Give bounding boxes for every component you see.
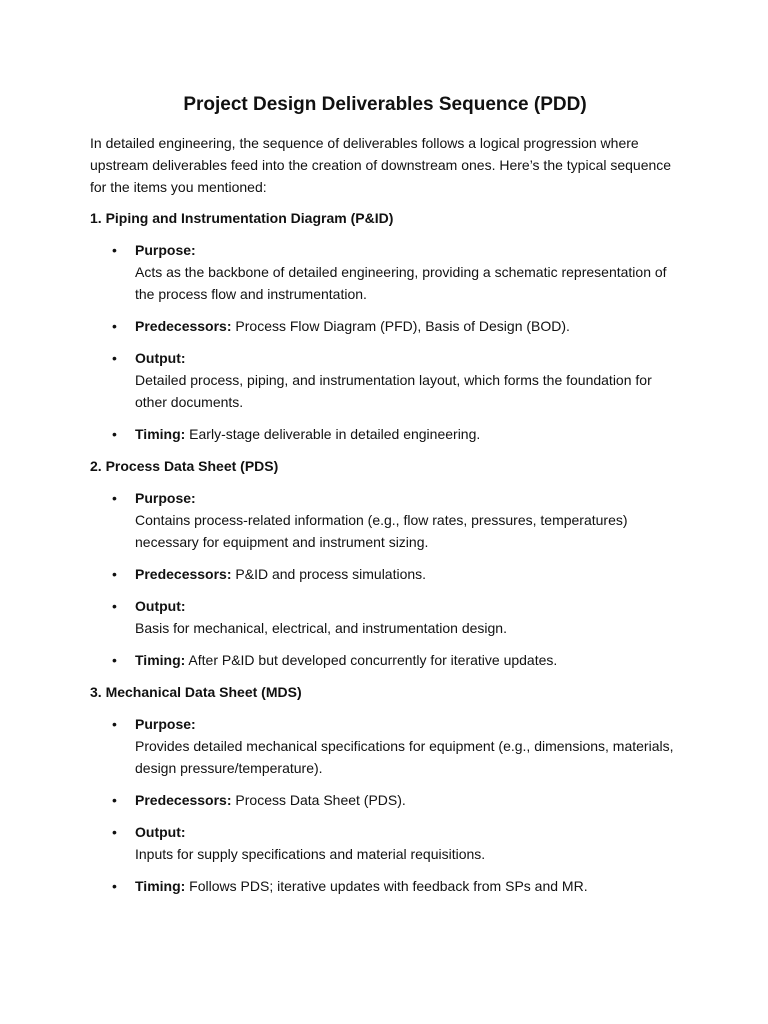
section-heading-pid: 1. Piping and Instrumentation Diagram (P&ID) — [90, 210, 394, 226]
list-item — [90, 821, 680, 865]
item-text: Follows PDS; iterative updates with feedback from SPs and MR. — [185, 878, 588, 894]
item-label: Purpose: — [135, 716, 196, 732]
bullet-icon: • — [112, 792, 117, 808]
item-text: Provides detailed mechanical specifications for equipment (e.g., dimensions, materials, design pressure/temperature). — [135, 738, 674, 776]
bullet-icon: • — [112, 426, 117, 442]
item-label: Timing: — [135, 652, 186, 668]
list-item — [90, 563, 680, 585]
item-text: Process Flow Diagram (PFD), Basis of Design (BOD). — [231, 318, 570, 334]
list-item — [90, 789, 680, 811]
list-item — [90, 239, 680, 305]
item-text: Contains process-related information (e.g., flow rates, pressures, temperatures) necessary for equipment and instrument sizing. — [135, 512, 628, 550]
item-text: After P&ID but developed concurrently for iterative updates. — [185, 652, 558, 668]
bullet-icon: • — [112, 652, 117, 668]
item-label: Output: — [135, 824, 186, 840]
bullet-icon: • — [112, 566, 117, 582]
item-label: Purpose: — [135, 490, 196, 506]
item-text: P&ID and process simulations. — [231, 566, 427, 582]
item-label: Timing: — [135, 878, 186, 894]
bullet-icon: • — [112, 242, 117, 258]
item-text: Basis for mechanical, electrical, and instrumentation design. — [135, 620, 507, 636]
bullet-icon: • — [112, 878, 117, 894]
item-label: Timing: — [135, 426, 186, 442]
list-item — [90, 595, 680, 639]
bullet-icon: • — [112, 824, 117, 840]
list-item — [90, 423, 680, 445]
document-content — [90, 92, 680, 907]
section-list-pid — [90, 239, 680, 445]
item-label: Predecessors: — [135, 318, 232, 334]
bullet-icon: • — [112, 598, 117, 614]
item-text: Detailed process, piping, and instrumentation layout, which forms the foundation for other documents. — [135, 372, 652, 410]
list-item — [90, 315, 680, 337]
page-title: Project Design Deliverables Sequence (PDD) — [183, 94, 587, 115]
list-item — [90, 649, 680, 671]
section-list-pds — [90, 487, 680, 671]
item-label: Output: — [135, 350, 186, 366]
item-label: Output: — [135, 598, 186, 614]
list-item — [90, 487, 680, 553]
item-label: Predecessors: — [135, 566, 232, 582]
section-heading-pds: 2. Process Data Sheet (PDS) — [90, 458, 279, 474]
bullet-icon: • — [112, 350, 117, 366]
list-item — [90, 875, 680, 897]
list-item — [90, 347, 680, 413]
item-text: Early-stage deliverable in detailed engineering. — [185, 426, 481, 442]
item-label: Predecessors: — [135, 792, 232, 808]
item-label: Purpose: — [135, 242, 196, 258]
bullet-icon: • — [112, 490, 117, 506]
list-item — [90, 713, 680, 779]
intro-paragraph: In detailed engineering, the sequence of deliverables follows a logical progression where upstream deliverables feed into the creation of downstream ones. Here’s the typical sequence for the items you mentioned: — [90, 135, 672, 195]
bullet-icon: • — [112, 716, 117, 732]
item-text: Inputs for supply specifications and material requisitions. — [135, 846, 486, 862]
bullet-icon: • — [112, 318, 117, 334]
section-list-mds — [90, 713, 680, 897]
section-heading-mds: 3. Mechanical Data Sheet (MDS) — [90, 684, 302, 700]
item-text: Process Data Sheet (PDS). — [231, 792, 406, 808]
item-text: Acts as the backbone of detailed engineering, providing a schematic representation of the process flow and instrumentation. — [135, 264, 667, 302]
